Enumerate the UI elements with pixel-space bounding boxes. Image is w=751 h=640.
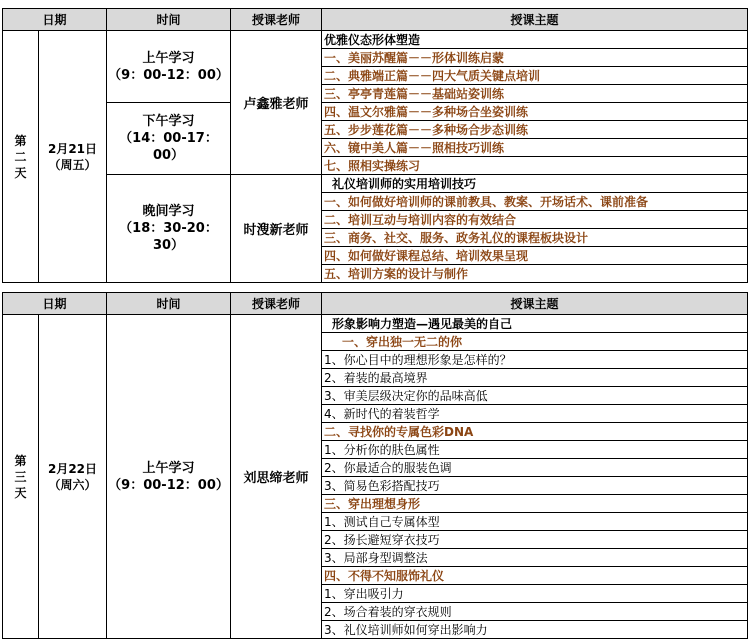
session-time: （9：00-12：00）	[108, 67, 229, 83]
date-text: 2月22日	[47, 461, 98, 476]
topic-item: 五、步步莲花篇－－多种场合步态训练	[322, 121, 748, 139]
date-cell	[39, 315, 107, 639]
weekday-text: （周六）	[48, 477, 97, 492]
date-cell	[39, 31, 107, 283]
topic-item: 三、商务、社交、服务、政务礼仪的课程板块设计	[322, 229, 748, 247]
day-char: 二	[14, 149, 27, 164]
topic-item: 1、分析你的肤色属性	[322, 441, 748, 459]
topic-item: 二、寻找你的专属色彩DNA	[322, 423, 748, 441]
header-topic: 授课主题	[322, 293, 748, 315]
header-row	[3, 9, 748, 31]
day-char: 第	[14, 453, 27, 468]
session-label: 下午学习	[142, 114, 195, 129]
session-label: 上午学习	[142, 460, 195, 476]
topic-item: 2、扬长避短穿衣技巧	[322, 531, 748, 549]
header-time: 时间	[107, 9, 231, 31]
topic-item: 四、如何做好课程总结、培训效果呈现	[322, 247, 748, 265]
topic-item: 3、审美层级决定你的品味高低	[322, 387, 748, 405]
day-char: 天	[14, 485, 27, 500]
topic-item: 三、穿出理想身形	[322, 495, 748, 513]
header-topic: 授课主题	[322, 9, 748, 31]
topic-item: 三、亭亭青莲篇－－基础站姿训练	[322, 85, 748, 103]
topic-item: 一、穿出独一无二的你	[322, 333, 748, 351]
session-time: （18：30-20：30）	[119, 221, 218, 253]
schedule-table-day2	[2, 8, 748, 283]
topic-item: 四、不得不知服饰礼仪	[322, 567, 748, 585]
topic-item: 1、测试自己专属体型	[322, 513, 748, 531]
header-teacher: 授课老师	[231, 293, 322, 315]
topic-item: 一、美丽苏醒篇－－形体训练启蒙	[322, 49, 748, 67]
date-text: 2月21日	[47, 141, 98, 156]
topic-item: 1、你心目中的理想形象是怎样的？	[322, 351, 748, 369]
topic-item: 2、你最适合的服装色调	[322, 459, 748, 477]
session-label: 上午学习	[142, 50, 195, 66]
topic-title: 优雅仪态形体塑造	[322, 31, 748, 49]
topic-item: 3、礼仪培训师如何穿出影响力	[322, 621, 748, 639]
topic-item: 二、培训互动与培训内容的有效结合	[322, 211, 748, 229]
topic-title: 礼仪培训师的实用培训技巧	[322, 175, 748, 193]
topic-item: 2、着装的最高境界	[322, 369, 748, 387]
day-char: 三	[14, 469, 27, 484]
session-label: 晚间学习	[142, 204, 195, 219]
session-morning	[107, 31, 231, 103]
topic-item: 四、温文尔雅篇－－多种场合坐姿训练	[322, 103, 748, 121]
day-char: 第	[14, 133, 27, 148]
session-time: （14：00-17：00）	[119, 131, 218, 163]
session-afternoon	[107, 103, 231, 175]
topic-item: 2、场合着装的穿衣规则	[322, 603, 748, 621]
topic-item: 二、典雅端正篇－－四大气质关键点培训	[322, 67, 748, 85]
topic-item: 六、镜中美人篇－－照相技巧训练	[322, 139, 748, 157]
session-time: （9：00-12：00）	[108, 477, 229, 493]
topic-item: 五、培训方案的设计与制作	[322, 265, 748, 283]
weekday-text: （周五）	[48, 157, 97, 172]
topic-item: 4、新时代的着装哲学	[322, 405, 748, 423]
header-time: 时间	[107, 293, 231, 315]
teacher-cell: 刘思缔老师	[231, 315, 322, 639]
schedule-table-day3	[2, 292, 748, 639]
teacher-cell: 时溲新老师	[231, 175, 322, 283]
session-evening	[107, 175, 231, 283]
topic-item: 3、简易色彩搭配技巧	[322, 477, 748, 495]
topic-item: 一、如何做好培训师的课前教具、教案、开场话术、课前准备	[322, 193, 748, 211]
topic-title: 形象影响力塑造—遇见最美的自己	[322, 315, 748, 333]
header-date: 日期	[3, 9, 107, 31]
topic-item: 3、局部身型调整法	[322, 549, 748, 567]
day-label	[3, 315, 39, 639]
day-label	[3, 31, 39, 283]
topic-item: 1、穿出吸引力	[322, 585, 748, 603]
header-teacher: 授课老师	[231, 9, 322, 31]
header-date: 日期	[3, 293, 107, 315]
day-char: 天	[14, 165, 27, 180]
session-morning	[107, 315, 231, 639]
header-row	[3, 293, 748, 315]
teacher-cell: 卢鑫雅老师	[231, 31, 322, 175]
topic-item: 七、照相实操练习	[322, 157, 748, 175]
